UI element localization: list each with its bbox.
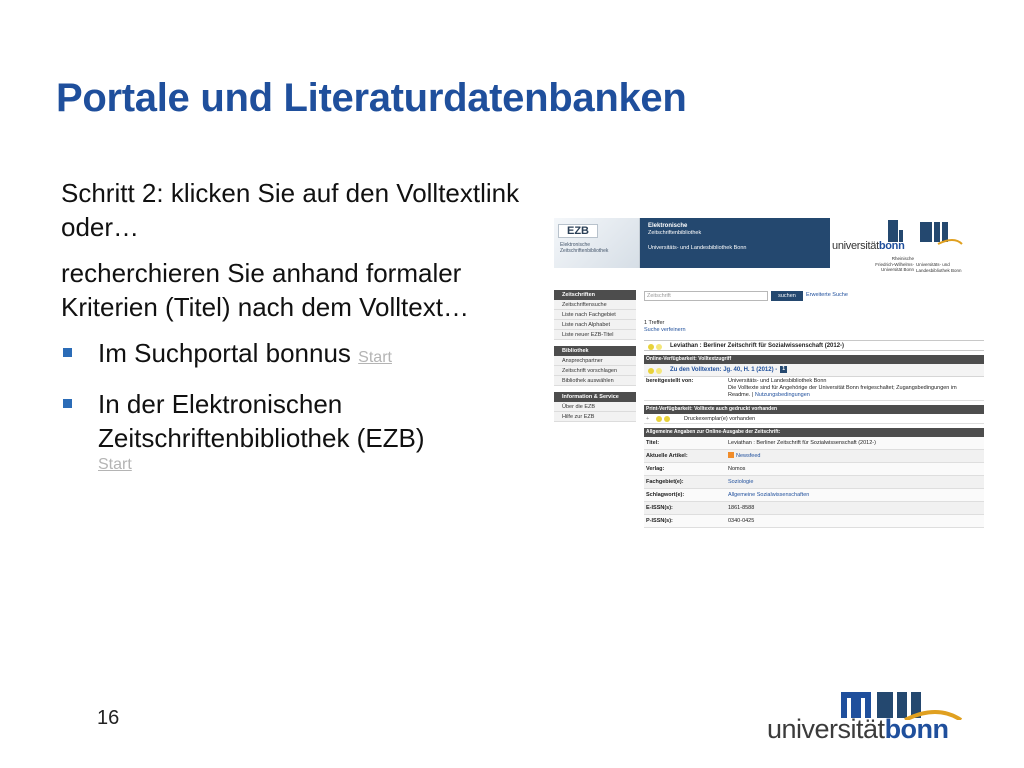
availability-dot-icon xyxy=(664,416,670,422)
banner-line-3: Universitäts- und Landesbibliothek Bonn xyxy=(648,245,747,251)
hit-info xyxy=(644,320,984,334)
nav-item[interactable]: Liste neuer EZB-Titel xyxy=(554,330,636,340)
ezb-banner xyxy=(640,218,830,268)
ezb-header xyxy=(554,218,830,268)
uni-bonn-logo-small xyxy=(830,218,988,278)
table-row: E-ISSN(s): 1861-8588 xyxy=(644,502,984,515)
fulltext-badge: 1 xyxy=(782,365,786,372)
nav-head: Information & Service xyxy=(554,392,636,402)
nav-item[interactable]: Ansprechpartner xyxy=(554,356,636,366)
start-link-ezb[interactable]: Start xyxy=(98,456,132,473)
body-paragraph-2: recherchieren Sie anhand formaler Kriterien (Titel) nach dem Volltext… xyxy=(61,258,469,322)
availability-dot-icon xyxy=(648,344,654,350)
bullet-text: Im Suchportal bonnus xyxy=(98,338,351,368)
nav-head: Zeitschriften xyxy=(554,290,636,300)
bullet-square-icon xyxy=(63,348,72,357)
availability-dot-icon xyxy=(656,344,662,350)
ezb-sidebar xyxy=(554,290,636,428)
bullet-text: In der Elektronischen Zeitschriftenbibliothek (EZB) xyxy=(98,389,425,453)
ezb-screenshot xyxy=(546,215,988,555)
nav-item[interactable]: Liste nach Fachgebiet xyxy=(554,310,636,320)
uni-bonn-wordmark-small: universitätbonn xyxy=(832,240,905,252)
general-info-head: Allgemeine Angaben zur Online-Ausgabe der Zeitschrift: xyxy=(644,428,984,437)
general-info-table xyxy=(644,437,984,528)
nav-item[interactable]: Liste nach Alphabet xyxy=(554,320,636,330)
banner-line-2: Zeitschriftenbibliothek xyxy=(648,230,702,236)
slide-title: Portale und Literaturdatenbanken xyxy=(56,76,687,120)
bullet-list xyxy=(61,336,531,473)
availability-dot-icon xyxy=(656,368,662,374)
uni-subtitle-2: Universitäts- und Landesbibliothek Bonn xyxy=(916,262,962,273)
table-row: Schlagwort(e): Allgemeine Sozialwissenschaften xyxy=(644,489,984,502)
print-copy-row: + Druckexemplar(e) vorhanden xyxy=(644,414,984,424)
search-row xyxy=(644,291,984,302)
search-input[interactable]: Zeitschrift xyxy=(644,291,768,301)
terms-of-use-link[interactable]: Nutzungsbedingungen xyxy=(754,392,810,398)
uni-bonn-wordmark: universitätbonn xyxy=(767,714,949,744)
slide-number: 16 xyxy=(97,707,120,729)
table-row: Fachgebiet(e): Soziologie xyxy=(644,476,984,489)
nav-head: Bibliothek xyxy=(554,346,636,356)
subject-link[interactable]: Soziologie xyxy=(728,479,754,485)
uni-bonn-logo-icon xyxy=(830,218,988,258)
start-link-bonnus[interactable]: Start xyxy=(358,349,392,366)
ezb-main xyxy=(644,291,984,528)
provided-by-label: bereitgestellt von: xyxy=(646,378,694,384)
journal-title-row xyxy=(644,340,984,351)
table-row: Verlag: Nomos xyxy=(644,463,984,476)
print-availability-head: Print-Verfügbarkeit: Volltexte auch gedruckt vorhanden xyxy=(644,405,984,414)
online-availability-head: Online-Verfügbarkeit: Volltextzugriff xyxy=(644,355,984,364)
search-button[interactable]: suchen xyxy=(771,291,803,301)
extended-search-link[interactable]: Erweiterte Suche xyxy=(806,292,848,298)
nav-group-zeitschriften xyxy=(554,290,636,340)
slide-body xyxy=(61,176,531,485)
provided-by-row xyxy=(644,377,984,401)
keyword-link[interactable]: Allgemeine Sozialwissenschaften xyxy=(728,492,810,498)
newsfeed-link[interactable]: Newsfeed xyxy=(736,453,761,459)
fulltext-link[interactable]: Zu den Volltexten: Jg. 40, H. 1 (2012) - xyxy=(670,367,778,373)
table-row: P-ISSN(s): 0340-0425 xyxy=(644,515,984,528)
plus-icon[interactable]: + xyxy=(646,416,650,422)
uni-subtitle-1: Rheinische Friedrich-Wilhelms- Universität Bonn xyxy=(875,256,914,272)
provided-by-value: Universitäts- und Landesbibliothek Bonn Die Volltexte sind für Angehörige der Universität Bonn freigeschaltet; Zugangsbedingungen im Readme. | Nutzungsbedingungen xyxy=(728,378,957,398)
nav-item[interactable]: Über die EZB xyxy=(554,402,636,412)
nav-item[interactable]: Bibliothek auswählen xyxy=(554,376,636,386)
nav-group-bibliothek xyxy=(554,346,636,386)
uni-bonn-logo xyxy=(767,690,967,750)
nav-item[interactable]: Zeitschriftensuche xyxy=(554,300,636,310)
rss-icon xyxy=(728,452,734,458)
body-paragraph-1: Schritt 2: klicken Sie auf den Volltextlink oder… xyxy=(61,178,520,242)
hit-count: 1 Treffer xyxy=(644,320,665,326)
bullet-item-ezb xyxy=(61,387,531,473)
ezb-logo-subtitle: Elektronische Zeitschriftenbibliothek xyxy=(560,242,609,254)
nav-group-info xyxy=(554,392,636,422)
banner-line-1: Elektronische xyxy=(648,223,688,229)
bullet-item-bonnus xyxy=(61,336,531,375)
table-row: Titel: Leviathan : Berliner Zeitschrift für Sozialwissenschaft (2012-) xyxy=(644,437,984,450)
availability-dot-icon xyxy=(656,416,662,422)
nav-item[interactable]: Zeitschrift vorschlagen xyxy=(554,366,636,376)
fulltext-row xyxy=(644,364,984,377)
journal-title: Leviathan : Berliner Zeitschrift für Sozialwissenschaft (2012-) xyxy=(670,343,845,349)
ezb-logo: EZB xyxy=(558,224,598,238)
table-row: Aktuelle Artikel: Newsfeed xyxy=(644,450,984,463)
refine-search-link[interactable]: Suche verfeinern xyxy=(644,327,686,333)
bullet-square-icon xyxy=(63,399,72,408)
nav-item[interactable]: Hilfe zur EZB xyxy=(554,412,636,422)
ezb-logo-box xyxy=(554,218,640,268)
availability-dot-icon xyxy=(648,368,654,374)
